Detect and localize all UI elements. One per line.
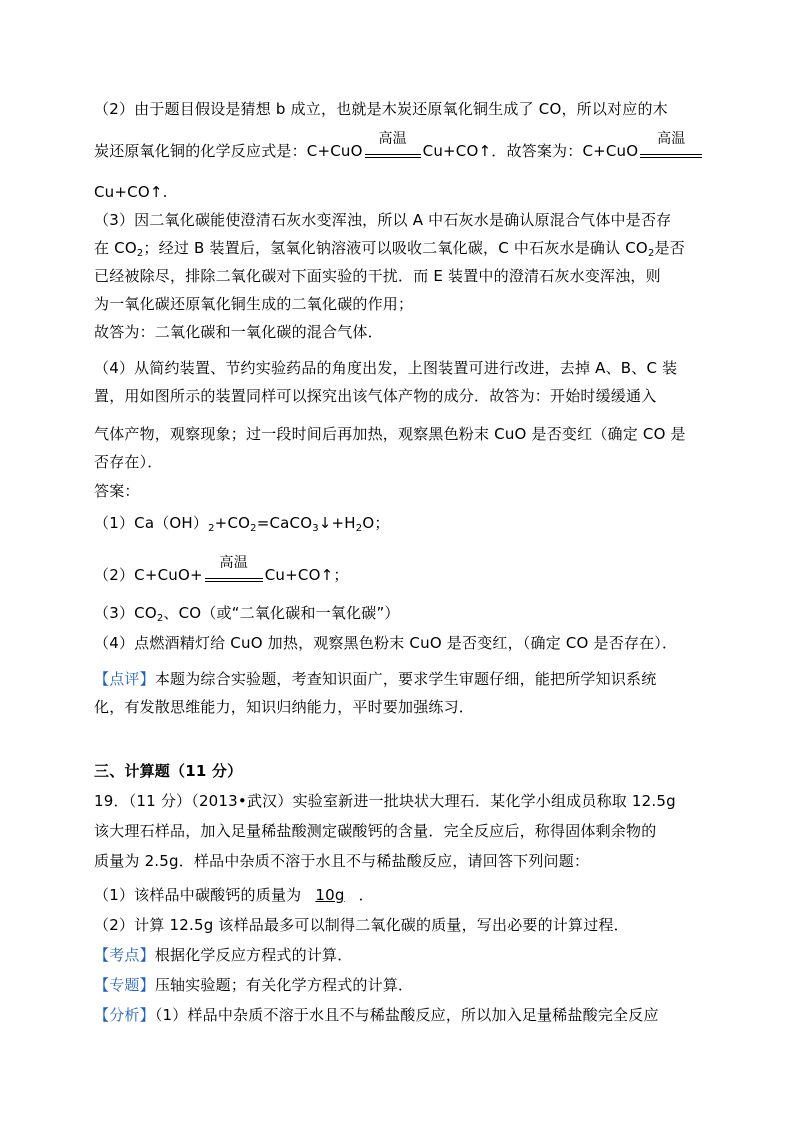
p3-line-5: 故答为：二氧化碳和一氧化碳的混合气体． [94,323,383,341]
subscript: 2 [136,248,144,259]
p2-line-3: Cu+CO↑. [94,183,168,201]
text: 是否 [654,239,685,257]
answer-3 [94,602,714,630]
p4-line-2: 置，用如图所示的装置同样可以探究出该气体产物的成分．故答为：开始时缓缓通入 [94,387,657,405]
text: =CaCO [256,514,313,532]
p3-line-4: 为一氧化碳还原氧化铜生成的二氧化碳的作用； [94,295,414,313]
kaodian-line [94,944,714,966]
q19-sub-2: （2）计算 12.5g 该样品最多可以制得二氧化碳的质量，写出必要的计算过程． [94,916,629,934]
subscript: 2 [208,523,215,534]
p2-equation-product: Cu+CO↑．故答案为：C+CuO [422,142,639,160]
p3-line-1: （3）因二氧化碳能使澄清石灰水变浑浊，所以 A 中石灰水是确认原混合气体中是否存 [94,211,672,229]
text: 压轴实验题；有关化学方程式的计算． [154,976,414,994]
answers-label: 答案： [94,482,140,500]
q19-line-2: 该大理石样品，加入足量稀盐酸测定碳酸钙的含量．完全反应后，称得固体剩余物的 [94,822,657,840]
comment-line-2: 化，有发散思维能力，知识归纳能力，平时要加强练习． [94,698,475,716]
text: ；经过 B 装置后，氢氧化钠溶液可以吸收二氧化碳，C 中石灰水是确认 CO [143,239,648,257]
p3-line-2 [94,237,714,265]
text: （1）样品中杂质不溶于水且不与稀盐酸反应，所以加入足量稀盐酸完全反应 [154,1006,659,1024]
comment-tag: 【点评】 [94,670,155,688]
subscript: 3 [312,523,319,534]
subscript: 2 [355,523,363,534]
text: 根据化学反应方程式的计算． [154,946,353,964]
answer-2 [94,555,714,586]
text: （2）C+CuO+ [94,566,203,584]
q19-line-3: 质量为 2.5g．样品中杂质不溶于水且不与稀盐酸反应，请回答下列问题： [94,852,590,870]
text: 在 CO [94,239,137,257]
subscript: 2 [156,613,164,624]
p4-line-3: 气体产物，观察现象；过一段时间后再加热，观察黑色粉末 CuO 是否变红（确定 CO 是 [94,425,686,443]
p3-line-3: 已经被除尽，排除二氧化碳对下面实验的干扰．而 E 装置中的澄清石灰水变浑浊，则 [94,267,661,285]
comment-line-1 [94,668,714,690]
text: Cu+CO↑； [264,566,349,584]
p4-line-4: 否存在）． [94,453,163,471]
text: （3）CO [94,604,157,622]
zhuanti-line [94,974,714,996]
q19-line-1: 19．（11 分）（2013•武汉）实验室新进一批块状大理石．某化学小组成员称取 12.5g [94,792,676,810]
text: （1）该样品中碳酸钙的质量为 [94,886,302,904]
p4-line-1: （4）从简约装置、节约实验药品的角度出发，上图装置可进行改进，去掉 A、B、C 装 [94,359,678,377]
condition-label: 高温 [378,131,407,147]
text: +CO [214,514,251,532]
fenxi-tag: 【分析】 [94,1006,155,1024]
section-title: 三、计算题（11 分） [94,762,243,780]
answer-blank: 10g [315,886,345,904]
zhuanti-tag: 【专题】 [94,976,155,994]
text: 、CO（或“二氧化碳和一氧化碳”） [163,604,400,622]
text: O； [362,514,390,532]
subscript: 2 [250,523,257,534]
text: （1）Ca（OH） [94,514,209,532]
text: ． [358,886,374,904]
condition-label: 高温 [219,555,248,571]
text: 本题为综合实验题，考查知识面广，要求学生审题仔细，能把所学知识系统 [154,670,657,688]
condition-label: 高温 [657,131,686,147]
p2-equation-text: 炭还原氧化铜的化学反应式是：C+CuO [94,142,363,160]
fenxi-line [94,1004,714,1026]
text: ↓+H [318,514,356,532]
q19-sub-1 [94,884,714,906]
p2-line-1: （2）由于题目假设是猜想 b 成立，也就是木炭还原氧化铜生成了 CO，所以对应的木 [94,100,668,118]
answer-4: （4）点燃酒精灯给 CuO 加热，观察黑色粉末 CuO 是否变红，（确定 CO 是否存在）． [94,634,678,652]
p2-line-2 [94,131,714,162]
reaction-condition [640,131,702,156]
subscript: 2 [647,248,655,259]
kaodian-tag: 【考点】 [94,946,155,964]
answer-1 [94,512,714,540]
reaction-condition [205,555,263,580]
reaction-condition [365,131,421,156]
